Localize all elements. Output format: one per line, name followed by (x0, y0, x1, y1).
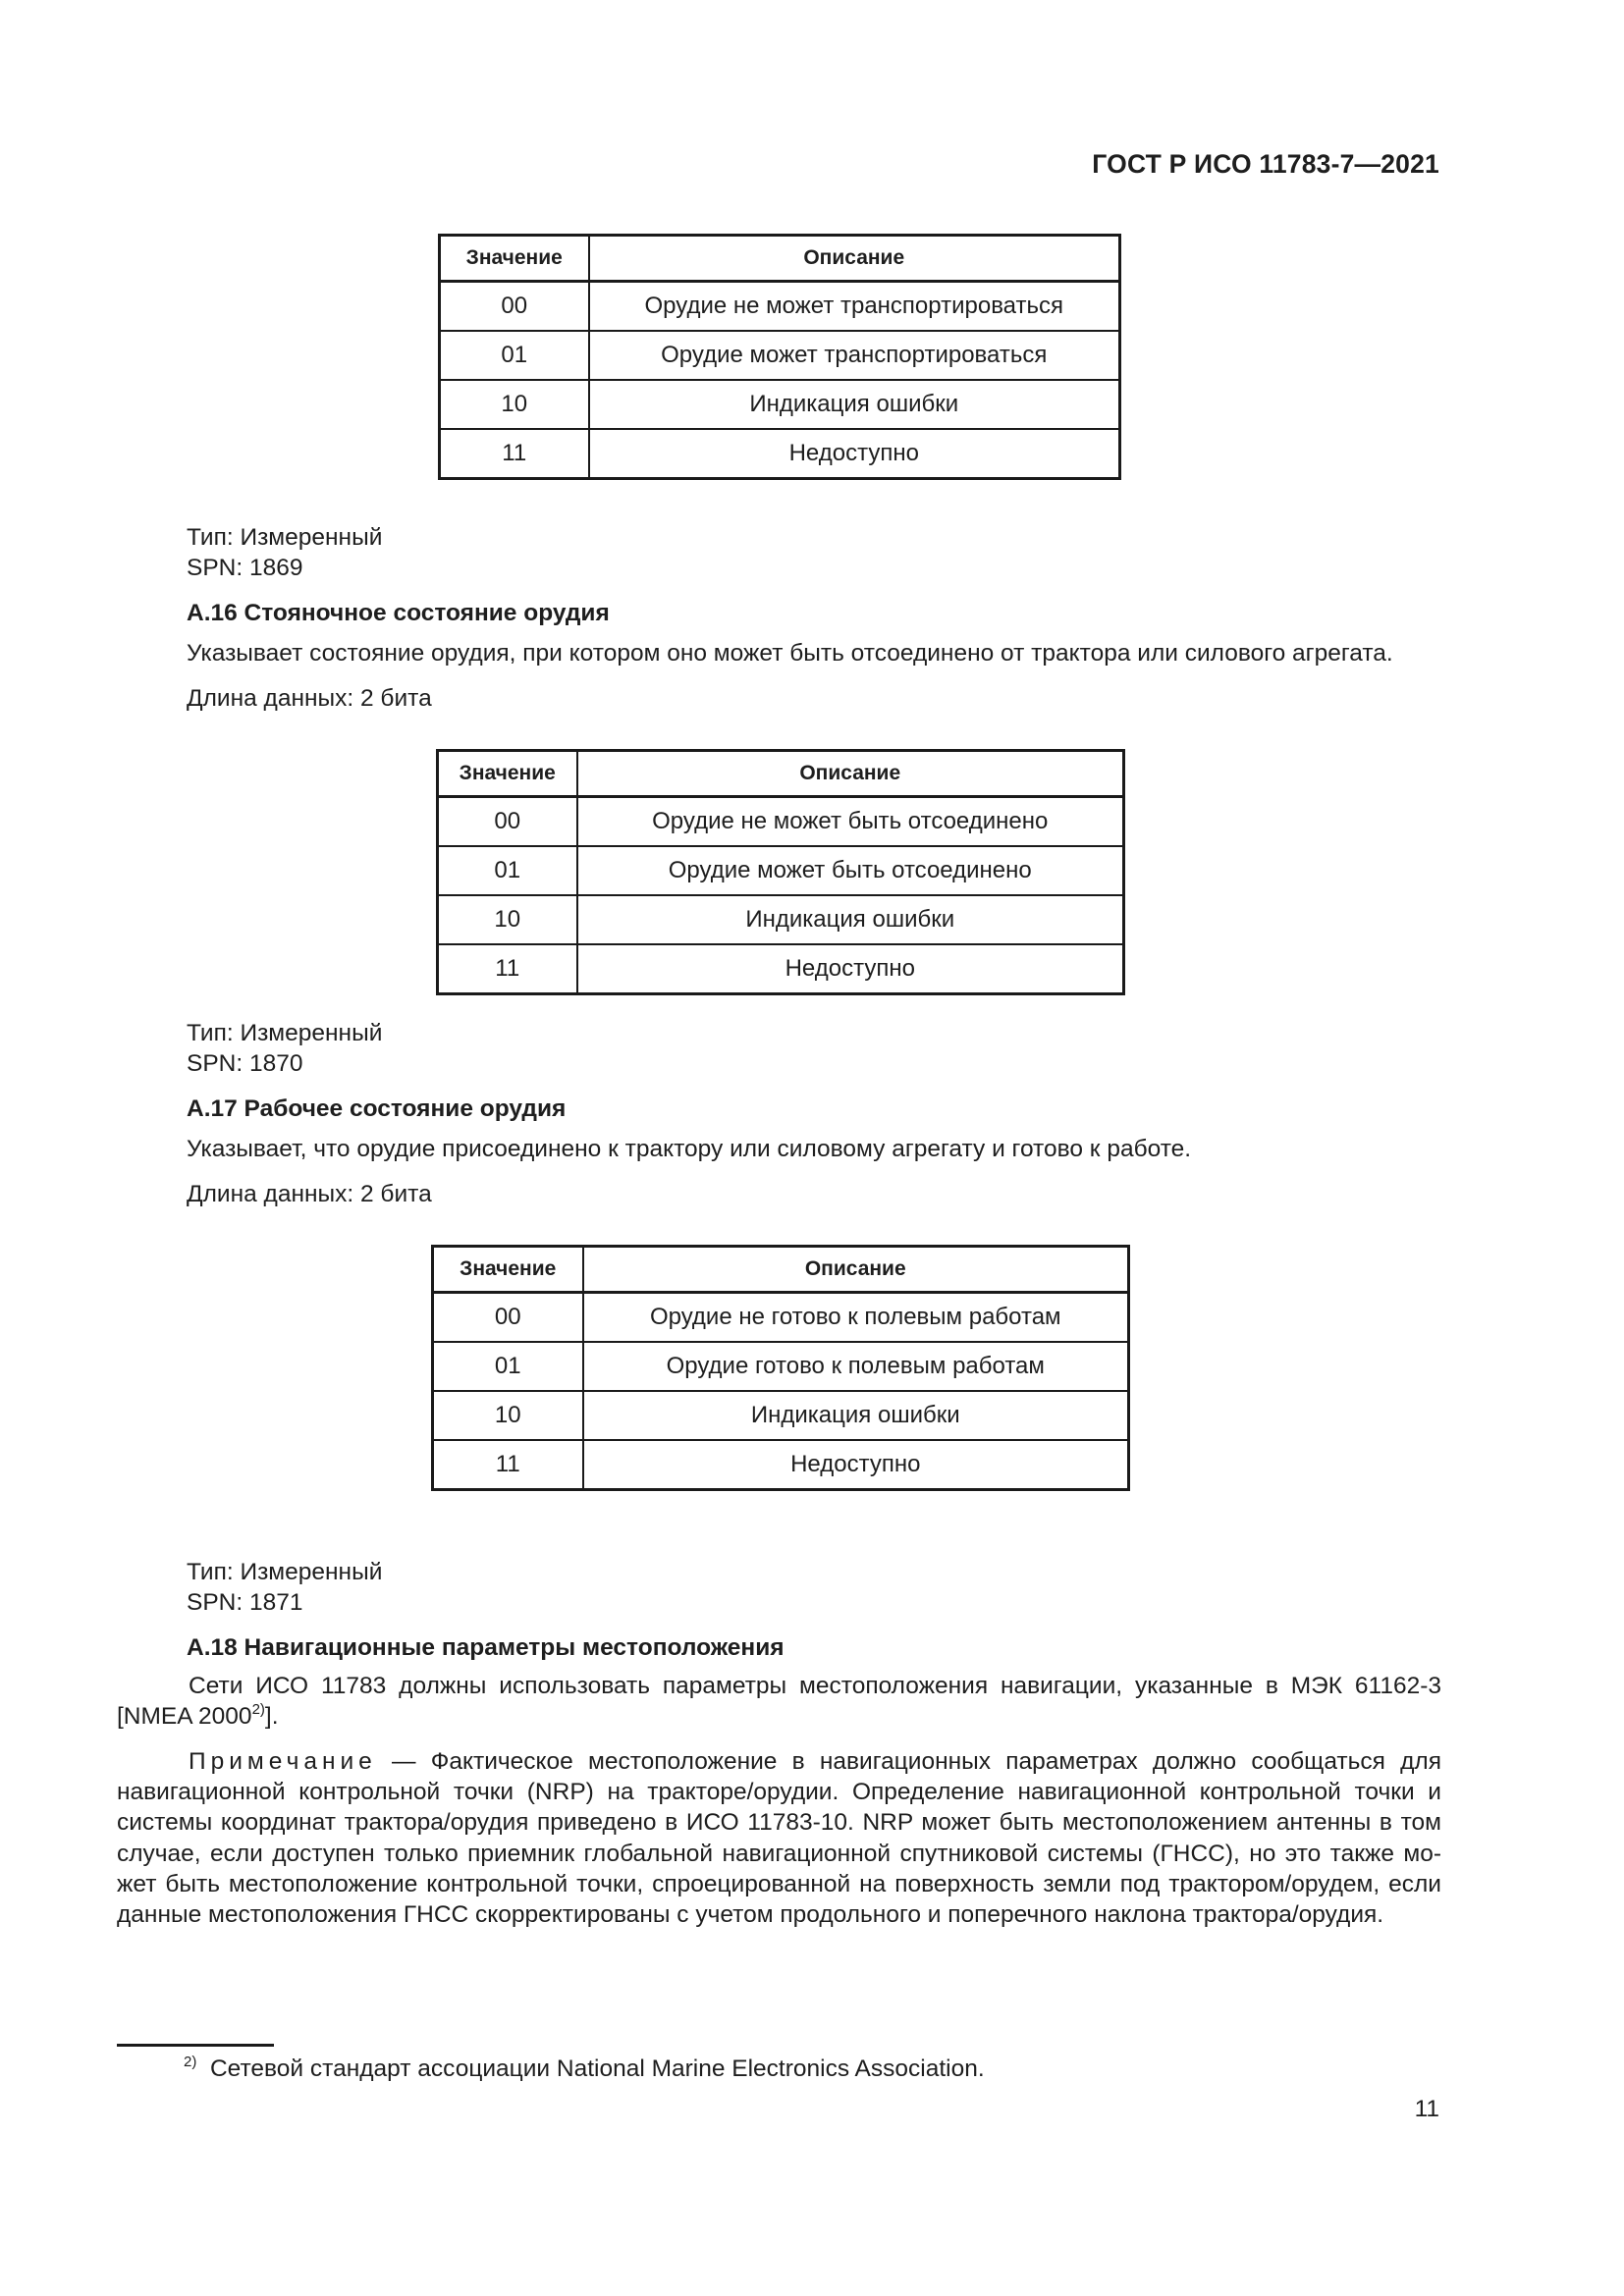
column-header-description: Описание (583, 1247, 1129, 1293)
cell-description: Орудие может быть отсоединено (577, 846, 1124, 895)
section-paragraph-a18 (117, 1671, 1441, 1732)
cell-value: 10 (440, 380, 589, 429)
cell-description: Недоступно (589, 429, 1120, 479)
table-row (440, 282, 1120, 332)
cell-description: Орудие готово к полевым работам (583, 1342, 1129, 1391)
section-heading-a18: А.18 Навигационные параметры местоположения (187, 1634, 785, 1661)
data-length-a17: Длина данных: 2 бита (187, 1181, 432, 1207)
cell-value: 00 (440, 282, 589, 332)
cell-value: 11 (440, 429, 589, 479)
spn-label: SPN: 1870 (187, 1050, 303, 1077)
table-row (440, 429, 1120, 479)
table-row (438, 895, 1124, 944)
cell-value: 10 (433, 1391, 583, 1440)
cell-value: 11 (433, 1440, 583, 1490)
table-header-row (440, 236, 1120, 282)
type-label: Тип: Измеренный (187, 1559, 383, 1585)
note-text: — Фактическое местоположение в навигационных параметрах должно сообщаться для навигационной контрольной точки (NRP) на тракторе/орудии. Определение навигационной контрольной точки и системы координат трактора/орудия приведено в ИСО 11783-10. NRP может быть местоположением антенны в том случае, если доступен только приемник глобальной навигационной спутниковой системы (ГНСС), но это также мо-жет быть местоположение контрольной точки, спроецированной на поверхность земли под трактором/орудем, если данные местоположения ГНСС скорректированы с учетом продольного и поперечного наклона трактора/орудия. (117, 1748, 1441, 1929)
footnote-text: Сетевой стандарт ассоциации National Marine Electronics Association. (209, 2056, 985, 2082)
footnote-divider (117, 2044, 274, 2047)
note-paragraph (117, 1746, 1441, 1930)
cell-description: Недоступно (583, 1440, 1129, 1490)
cell-value: 00 (438, 797, 577, 847)
spn-label: SPN: 1869 (187, 555, 303, 581)
table-header-row (438, 751, 1124, 797)
table-row (438, 846, 1124, 895)
table-row (433, 1391, 1129, 1440)
note-label: Примечание (189, 1748, 377, 1775)
page-number: 11 (1414, 2096, 1439, 2122)
section-heading-a17: А.17 Рабочее состояние орудия (187, 1095, 567, 1122)
paragraph-text: Сети ИСО 11783 должны использовать параметры местоположения навигации, указанные в МЭК 61162-3 [NMEA 2000 (117, 1673, 1441, 1731)
cell-description: Орудие не готово к полевым работам (583, 1293, 1129, 1343)
table-row (433, 1293, 1129, 1343)
paragraph-end: ]. (264, 1703, 279, 1731)
table-row (440, 380, 1120, 429)
cell-description: Орудие не может быть отсоединено (577, 797, 1124, 847)
type-label: Тип: Измеренный (187, 1020, 383, 1046)
cell-value: 11 (438, 944, 577, 994)
column-header-value: Значение (433, 1247, 583, 1293)
cell-description: Орудие может транспортироваться (589, 331, 1120, 380)
cell-value: 01 (440, 331, 589, 380)
cell-value: 01 (433, 1342, 583, 1391)
footnote (184, 2054, 985, 2084)
cell-description: Индикация ошибки (589, 380, 1120, 429)
table-row (440, 331, 1120, 380)
table-row (438, 944, 1124, 994)
cell-description: Орудие не может транспортироваться (589, 282, 1120, 332)
column-header-description: Описание (589, 236, 1120, 282)
column-header-value: Значение (440, 236, 589, 282)
table-row (433, 1440, 1129, 1490)
spn-label: SPN: 1871 (187, 1589, 303, 1616)
cell-description: Индикация ошибки (577, 895, 1124, 944)
document-header: ГОСТ Р ИСО 11783-7—2021 (1092, 149, 1439, 179)
value-table-1 (438, 234, 1121, 480)
footnote-marker: 2) (184, 2054, 197, 2070)
table-row (438, 797, 1124, 847)
section-description-a17: Указывает, что орудие присоединено к трактору или силовому агрегату и готово к работе. (187, 1136, 1192, 1162)
value-table-2 (436, 749, 1125, 995)
cell-value: 00 (433, 1293, 583, 1343)
table-row (433, 1342, 1129, 1391)
type-label: Тип: Измеренный (187, 524, 383, 551)
table-header-row (433, 1247, 1129, 1293)
cell-description: Недоступно (577, 944, 1124, 994)
cell-value: 10 (438, 895, 577, 944)
data-length-a16: Длина данных: 2 бита (187, 685, 432, 712)
footnote-reference: 2) (251, 1701, 265, 1719)
section-heading-a16: А.16 Стояночное состояние орудия (187, 600, 610, 626)
cell-value: 01 (438, 846, 577, 895)
column-header-value: Значение (438, 751, 577, 797)
cell-description: Индикация ошибки (583, 1391, 1129, 1440)
section-description-a16: Указывает состояние орудия, при котором оно может быть отсоединено от трактора или силового агрегата. (187, 640, 1393, 667)
column-header-description: Описание (577, 751, 1124, 797)
value-table-3 (431, 1245, 1130, 1491)
